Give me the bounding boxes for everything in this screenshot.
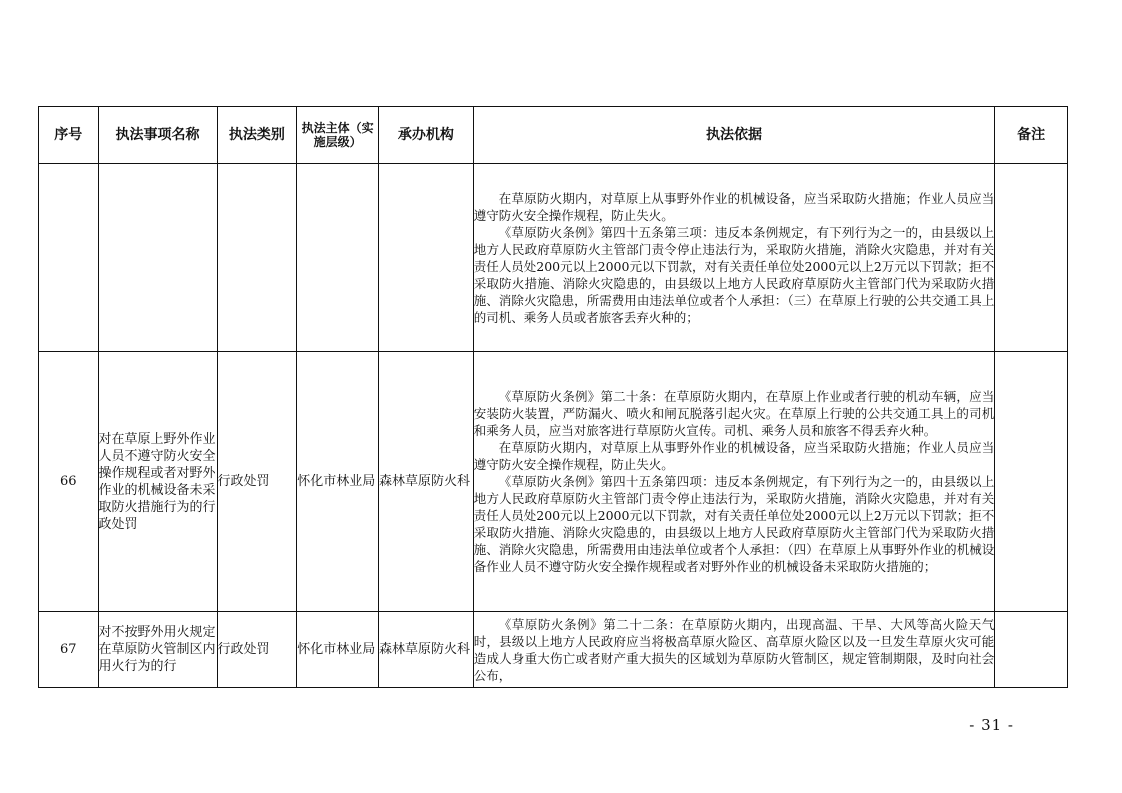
table-header-row [39,107,1068,164]
header-category: 执法类别 [217,107,297,164]
basis-paragraph: 《草原防火条例》第四十五条第三项：违反本条例规定，有下列行为之一的，由县级以上地方人民政府草原防火主管部门责令停止违法行为，采取防火措施，消除火灾隐患，并对有关责任人员处200元以上2000元以下罚款，对有关责任单位处2000元以上2万元以下罚款；拒不采取防火措施、消除火灾隐患的，由县级以上地方人民政府草原防火主管部门代为采取防火措施、消除火灾隐患，所需费用由违法单位或者个人承担：（三）在草原上行驶的公共交通工具上的司机、乘务人员或者旅客丢弃火种的； [473,224,995,325]
row-remarks [995,352,1068,612]
table-row [39,164,1068,352]
row-category: 行政处罚 [217,612,297,688]
basis-paragraph: 在草原防火期内，对草原上从事野外作业的机械设备，应当采取防火措施；作业人员应当遵守防火安全操作规程，防止失火。 [473,190,995,223]
row-remarks [995,612,1068,688]
header-subject: 执法主体（实施层级） [297,107,379,164]
row-subject: 怀化市林业局 [297,352,379,612]
row-agency: 森林草原防火科 [378,352,473,612]
basis-paragraph: 《草原防火条例》第二十二条：在草原防火期内，出现高温、干旱、大风等高火险天气时，县级以上地方人民政府应当将极高草原火险区、高草原火险区以及一旦发生草原火灾可能造成人身重大伤亡或者财产重大损失的区域划为草原防火管制区，规定管制期限，及时向社会公布， [473,616,995,683]
row-seq [39,164,99,352]
basis-paragraph: 在草原防火期内，对草原上从事野外作业的机械设备，应当采取防火措施；作业人员应当遵守防火安全操作规程，防止失火。 [473,440,995,472]
row-agency [378,164,473,352]
law-enforcement-table [38,106,1068,688]
header-basis: 执法依据 [473,107,995,164]
row-seq: 67 [39,612,99,688]
row-name [98,164,217,352]
header-seq: 序号 [39,107,99,164]
table-row [39,352,1068,612]
row-subject [297,164,379,352]
header-remarks: 备注 [995,107,1068,164]
header-name: 执法事项名称 [98,107,217,164]
row-name: 对不按野外用火规定在草原防火管制区内用火行为的行 [98,612,217,688]
row-remarks [995,164,1068,352]
row-category: 行政处罚 [217,352,297,612]
row-name: 对在草原上野外作业人员不遵守防火安全操作规程或者对野外作业的机械设备未采取防火措施行为的行政处罚 [98,352,217,612]
row-subject: 怀化市林业局 [297,612,379,688]
row-basis [473,612,995,688]
row-agency: 森林草原防火科 [378,612,473,688]
header-agency: 承办机构 [378,107,473,164]
row-category [217,164,297,352]
basis-paragraph: 《草原防火条例》第四十五条第四项：违反本条例规定，有下列行为之一的，由县级以上地方人民政府草原防火主管部门责令停止违法行为，采取防火措施，消除火灾隐患，并对有关责任人员处200元以上2000元以下罚款，对有关责任单位处2000元以上2万元以下罚款；拒不采取防火措施、消除火灾隐患的，由县级以上地方人民政府草原防火主管部门代为采取防火措施、消除火灾隐患，所需费用由违法单位或者个人承担：（四）在草原上从事野外作业的机械设备作业人员不遵守防火安全操作规程或者对野外作业的机械设备未采取防火措施的； [473,474,995,574]
row-basis [473,164,995,352]
row-basis [473,352,995,612]
page-number: - 31 - [969,716,1014,734]
table-row [39,612,1068,688]
row-seq: 66 [39,352,99,612]
basis-paragraph: 《草原防火条例》第二十条：在草原防火期内，在草原上作业或者行驶的机动车辆，应当安装防火装置，严防漏火、喷火和闸瓦脱落引起火灾。在草原上行驶的公共交通工具上的司机和乘务人员，应当对旅客进行草原防火宣传。司机、乘务人员和旅客不得丢弃火种。 [473,389,995,438]
